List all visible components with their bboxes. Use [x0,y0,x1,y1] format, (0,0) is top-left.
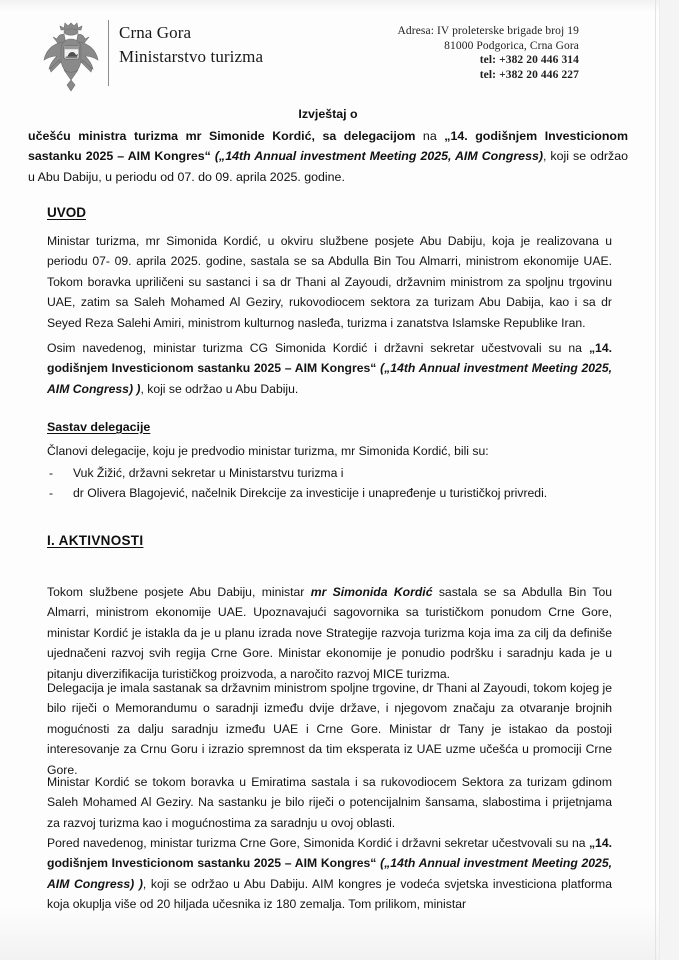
paragraph-aktivnosti-4-run-5: , koji se održao u Abu Dabiju. AIM kongres je vodeća svjetska investiciona platforma koja okuplja više od 20 hiljada učesnika iz 180 zemalja. Tom prilikom, ministar [47,876,612,912]
paragraph-delegation-intro: Članovi delegacije, koju je predvodio ministar turizma, mr Simonida Kordić, bili su: [47,444,489,458]
report-title-run-6: , koji se održao u Abu Dabiju, u periodu od 07. do 09. aprila 2025. godine. [28,149,628,184]
letterhead-divider [108,20,109,86]
report-title-run-1: učešću ministra turizma mr Simonide Kordić, sa delegacijom [28,128,416,143]
paragraph-aktivnosti-1-run-1: Tokom službene posjete Abu Dabiju, ministar [47,585,311,599]
list-item [47,483,612,503]
paragraph-uvod-2-run-1: Osim navedenog, ministar turizma CG Simonida Kordić i državni sekretar učestvovali su na [47,341,589,355]
paragraph-uvod-1: Ministar turizma, mr Simonida Kordić, u okviru službene posjete Abu Dabiju, koja je realizovana u periodu 07- 09. aprila 2025. godine, sastala se sa Abdulla Bin Tou Almarri, ministrom ekonomije UAE. Tokom boravka upriličeni su sastanci i sa dr Thani al Zayoudi, državnim ministrom za spoljnu trgovinu UAE, zatim sa Saleh Mohamed Al Geziry, rukovodiocem sektora za turizam Abu Dabija, kao i sa dr Seyed Reza Salehi Amiri, ministrom kulturnog nasleđa, turizma i zanatstva Islamske Republike Iran. [47,234,612,330]
address-line-street: Adresa: IV proleterske brigade broj 19 [397,25,579,37]
address-line-tel-1: tel: +382 20 446 314 [479,54,579,67]
delegation-list [47,463,612,504]
paragraph-uvod-2-run-5: , koji se održao u Abu Dabiju. [140,381,299,396]
scan-top-fade [0,0,679,12]
organization-name [119,21,263,69]
address-line-city: 81000 Podgorica, Crna Gora [444,39,579,52]
address-block [398,24,579,82]
scan-gutter [660,0,679,960]
paragraph-uvod-2-run-4: („14th Annual investment Meeting 2025, AIM Congress) ) [47,361,612,396]
paragraph-aktivnosti-2: Delegacija je imala sastanak sa državnim ministrom spoljne trgovine, dr Thani al Zayoudi, tokom kojeg je bilo riječi o Memorandumu o saradnji između dvije države, i njegovom značaju za otvaranje brojnih mogućnosti za dalju saradnju između UAE i Crne Gore. Ministar dr Tany je istakao da postoji interesovanje za Crnu Goru i izrazio spremnost da tim eksperata iz UAE uzme učešća u promociji Crne Gore. [47,681,612,777]
paragraph-aktivnosti-3: Ministar Kordić se tokom boravka u Emiratima sastala i sa rukovodiocem Sektora za turizam gdinom Saleh Mohamed Al Geziry. Na sastanku je bilo riječi o potencijalnim šansama, slabostima i prijetnjama za razvoj turizma kao i mogućnostima za saradnju u ovoj oblasti. [47,775,612,830]
paragraph-uvod-2-run-2: „14. godišnjem Investicionom sastanku 2025 – AIM Kongres“ [47,341,612,376]
list-item [47,463,612,483]
paragraph-aktivnosti-1-run-3: sastala se sa Abdulla Bin Tou Almarri, ministrom ekonomije UAE. Upoznavajući sagovornika sa turističkom ponudom Crne Gore, ministar Kordić je istakla da je u planu izrada nove Strategije razvoja turizma koja ima za cilj da definiše ujednačeni razvoj svih regija Crne Gore. Ministar ekonomije je ponudio podršku i saradnju kada je u pitanju diverzifikacija turističkog proizvoda, a naročito razvoj MICE turizma. [47,585,612,681]
paragraph-aktivnosti-4-run-2: „14. godišnjem Investicionom sastanku 2025 – AIM Kongres“ [47,836,612,871]
letterhead [0,16,655,98]
list-item-label: Vuk Žižić, državni sekretar u Ministarstvu turizma i [73,466,344,480]
list-item-label: dr Olivera Blagojević, načelnik Direkcije za investicije i unapređenje u turističkoj privredi. [73,486,548,501]
report-title-run-2: na [415,128,445,143]
section-heading-aktivnosti: I. AKTIVNOSTI [47,533,144,548]
paragraph-aktivnosti-4-run-1: Pored navedenog, ministar turizma Crne Gore, Simonida Kordić i državni sekretar učestvovali su na [47,836,589,850]
report-title-run-3: „14. godišnjem Investicionom sastanku 2025 – AIM Kongres“ [28,128,629,163]
section-heading-uvod: UVOD [47,205,87,220]
report-title [28,104,628,187]
scan-edge-left [655,0,656,960]
country-name: Crna Gora [119,23,192,42]
ministry-name: Ministarstvo turizma [119,47,264,66]
report-title-heading: Izvještaj o [298,107,358,121]
list-marker: - [49,466,54,480]
paragraph-uvod-2 [47,338,612,399]
report-title-run-5: („14th Annual investment Meeting 2025, AIM Congress) [214,149,543,163]
paragraph-aktivnosti-1-run-2: mr Simonida Kordić [310,585,433,599]
paragraph-aktivnosti-1 [47,582,612,684]
address-line-tel-2: tel: +382 20 446 227 [479,68,579,81]
scan-edge-right [659,0,660,960]
montenegro-coat-of-arms-icon [40,20,102,94]
paragraph-aktivnosti-4 [47,833,612,915]
paragraph-aktivnosti-4-run-4: („14th Annual investment Meeting 2025, AIM Congress) ) [47,856,612,891]
section-heading-sastav-delegacije: Sastav delegacije [47,420,151,434]
list-marker: - [49,486,54,501]
